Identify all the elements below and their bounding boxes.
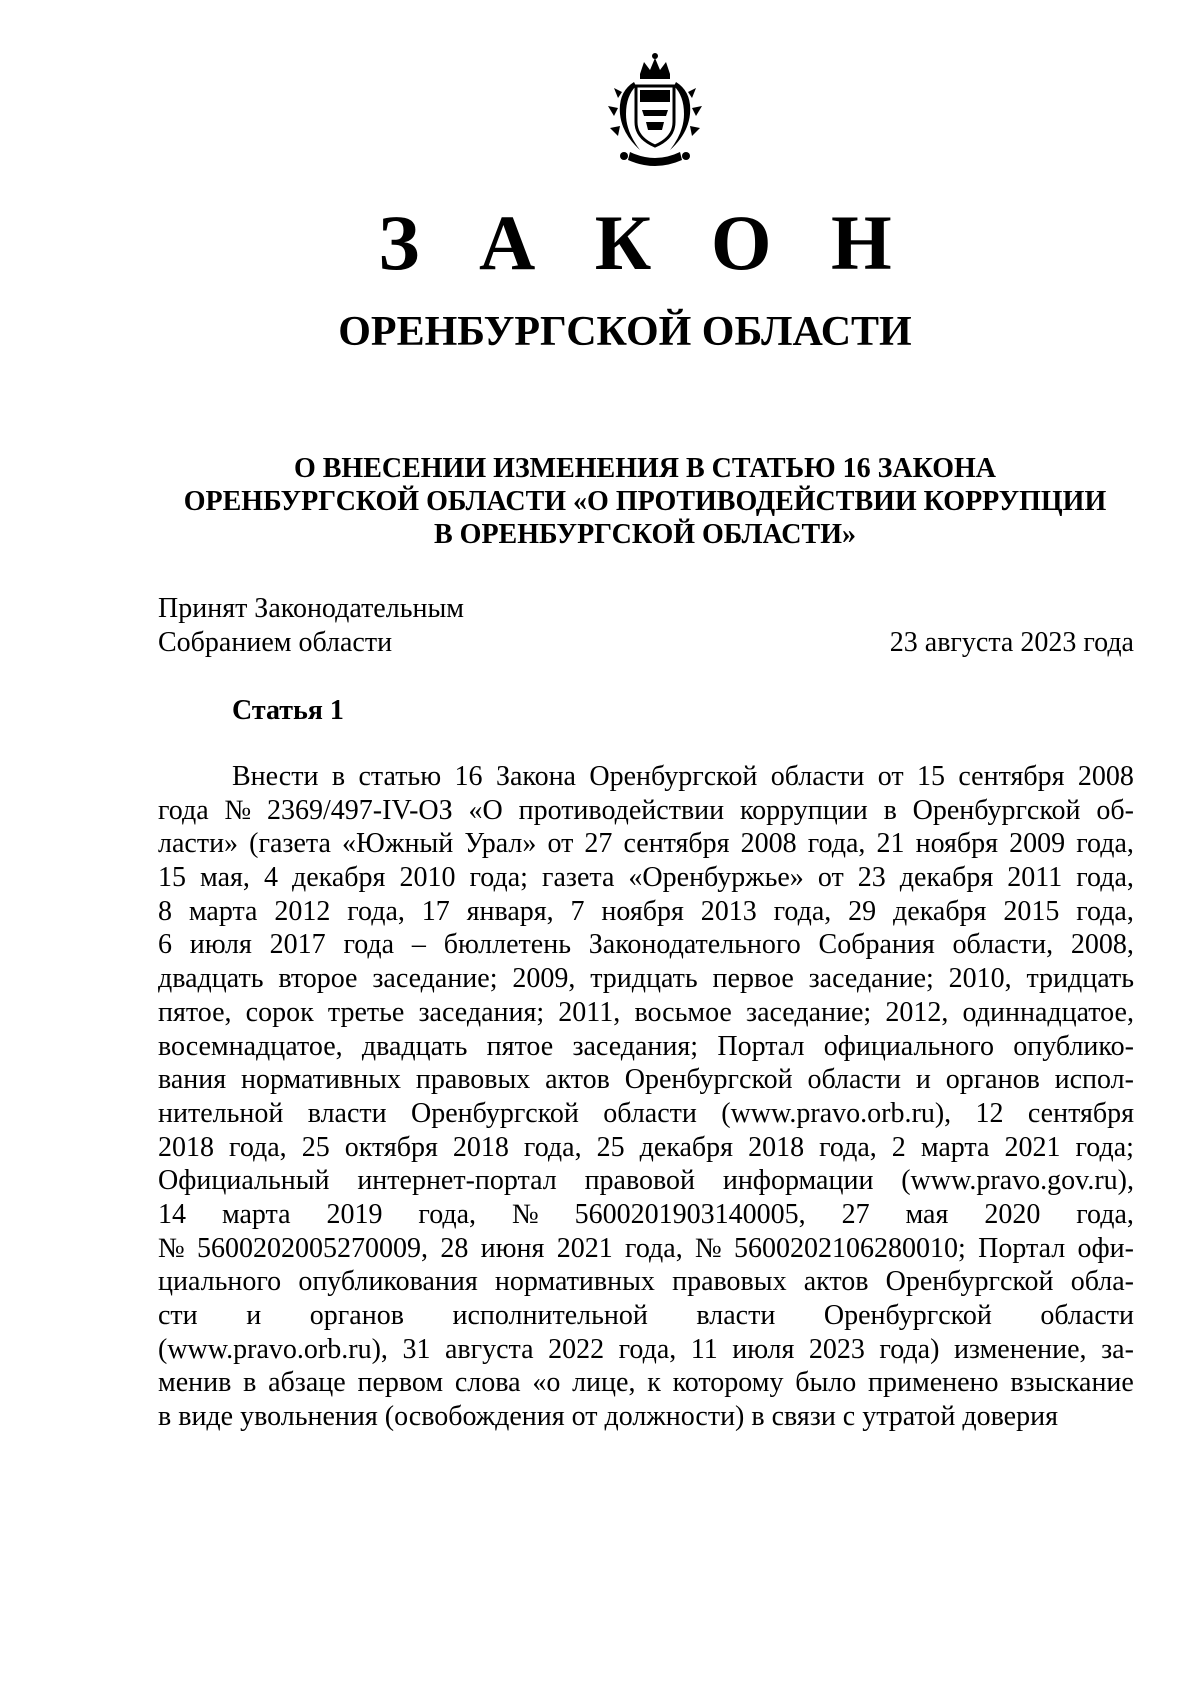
adoption-line: Собранием области xyxy=(158,627,393,658)
region-name: ОРЕНБУРГСКОЙ ОБЛАСТИ xyxy=(338,309,912,355)
subject-line: В ОРЕНБУРГСКОЙ ОБЛАСТИ» xyxy=(434,519,856,550)
body-line: 2018 года, 25 октября 2018 года, 25 декабря 2018 года, 2 марта 2021 года; xyxy=(158,1131,1134,1163)
body-line: года № 2369/497-IV-ОЗ «О противодействии коррупции в Оренбургской об- xyxy=(158,794,1134,826)
body-line: (www.pravo.orb.ru), 31 августа 2022 года, 11 июля 2023 года) изменение, за- xyxy=(158,1333,1134,1365)
article-heading: Статья 1 xyxy=(232,695,344,726)
body-line: в виде увольнения (освобождения от должности) в связи с утратой доверия xyxy=(158,1401,1058,1433)
body-line: сти и органов исполнительной власти Оренбургской области xyxy=(158,1300,1134,1331)
body-line: № 5600202005270009, 28 июня 2021 года, № 5600202106280010; Портал офи- xyxy=(158,1232,1134,1264)
body-line: ласти» (газета «Южный Урал» от 27 сентября 2008 года, 21 ноября 2009 года, xyxy=(158,828,1134,860)
body-line: 6 июля 2017 года – бюллетень Законодательного Собрания области, 2008, xyxy=(158,929,1134,961)
adoption-date: 23 августа 2023 года xyxy=(889,627,1134,658)
body-line: восемнадцатое, двадцать пятое заседания; Портал официального опублико- xyxy=(158,1030,1134,1062)
body-line: нительной власти Оренбургской области (www.pravo.orb.ru), 12 сентября xyxy=(158,1097,1134,1129)
body-line: 8 марта 2012 года, 17 января, 7 ноября 2013 года, 29 декабря 2015 года, xyxy=(158,895,1134,927)
law-title: З А К О Н xyxy=(378,199,912,286)
body-line: менив в абзаце первом слова «о лице, к которому было применено взыскание xyxy=(158,1367,1134,1399)
subject-line: ОРЕНБУРГСКОЙ ОБЛАСТИ «О ПРОТИВОДЕЙСТВИИ КОРРУПЦИИ xyxy=(183,486,1107,517)
article-body xyxy=(158,760,1134,1434)
adoption-statement xyxy=(158,592,464,660)
body-line: вания нормативных правовых актов Оренбургской области и органов испол- xyxy=(158,1064,1134,1096)
coat-of-arms-icon xyxy=(600,52,710,172)
body-line: Внести в статью 16 Закона Оренбургской области от 15 сентября 2008 xyxy=(232,761,1134,792)
body-line: 14 марта 2019 года, № 5600201903140005, 27 мая 2020 года, xyxy=(158,1198,1134,1230)
body-line: двадцать второе заседание; 2009, тридцать первое заседание; 2010, тридцать xyxy=(158,963,1134,995)
body-line: пятое, сорок третье заседания; 2011, восьмое заседание; 2012, одиннадцатое, xyxy=(158,996,1134,1028)
body-line: 15 мая, 4 декабря 2010 года; газета «Оренбуржье» от 23 декабря 2011 года, xyxy=(158,862,1134,894)
body-line: циального опубликования нормативных правовых актов Оренбургской обла- xyxy=(158,1266,1134,1298)
subject-line: О ВНЕСЕНИИ ИЗМЕНЕНИЯ В СТАТЬЮ 16 ЗАКОНА xyxy=(293,453,997,484)
body-line: Официальный интернет-портал правовой информации (www.pravo.gov.ru), xyxy=(158,1165,1134,1197)
law-subject xyxy=(150,452,1140,551)
adoption-line: Принят Законодательным xyxy=(158,593,464,624)
